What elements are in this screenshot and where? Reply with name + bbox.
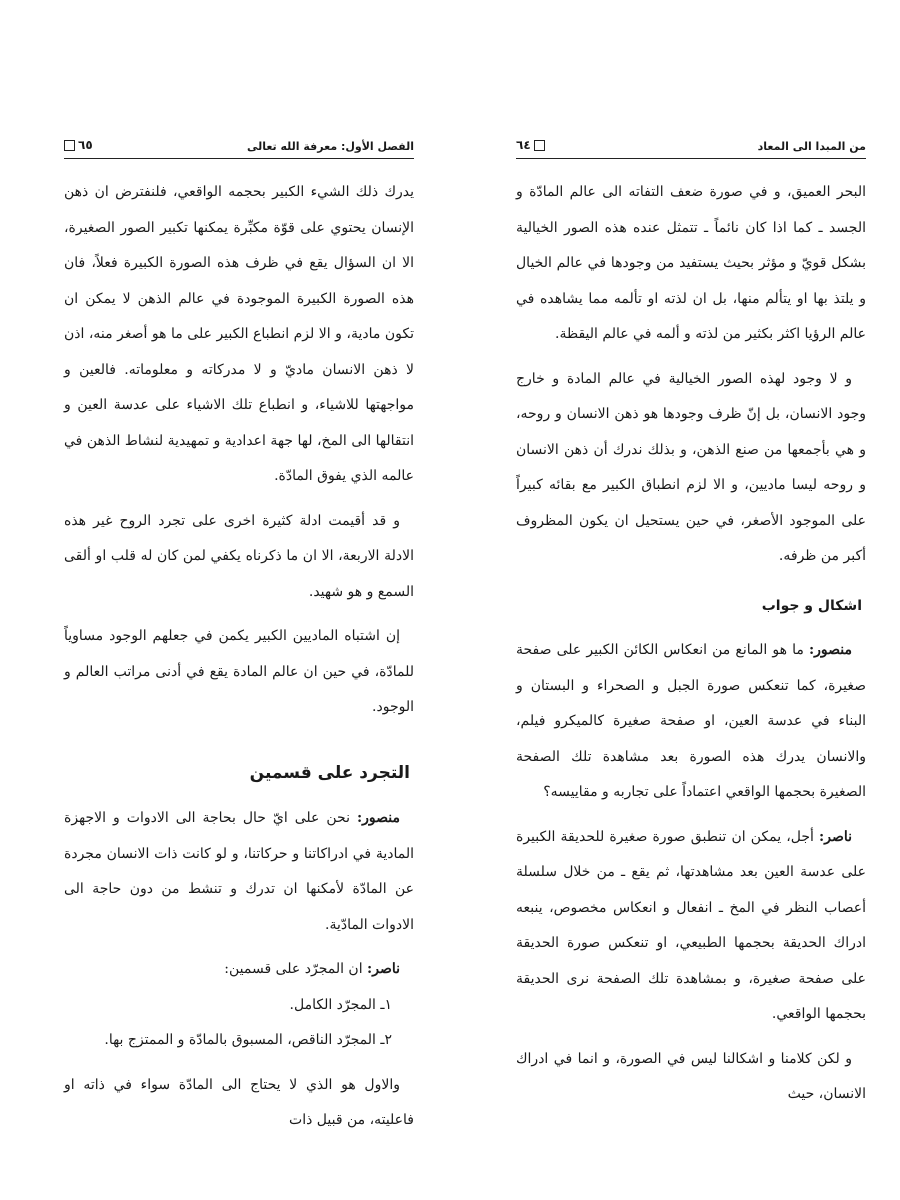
right-header-title: من المبدا الى المعاد [757, 140, 866, 153]
left-page-number [64, 138, 93, 152]
left-page-content [64, 159, 414, 1139]
paragraph: البحر العميق، و في صورة ضعف التفاته الى عالم المادّة و الجسد ـ كما اذا كان نائماً ـ تتمثل عنده هذه الصور الخيالية بشكل قويّ و مؤثر بحيث يستفيد من وجودها في عالم الخيال و يلتذ بها او يتألم منها، بل ان لذته او تألمه مما يشاهده في عالم الرؤيا اكثر بكثير من لذته و ألمه في عالم اليقظة. [516, 184, 866, 342]
page-marker-square-icon [534, 140, 545, 151]
left-page-header [64, 136, 414, 159]
dialogue-question [64, 801, 414, 943]
paragraph: والاول هو الذي لا يحتاج الى المادّة سواء في ذاته او فاعليته، من قبيل ذات [64, 1076, 414, 1128]
dialogue-answer [64, 952, 414, 988]
right-page [516, 136, 866, 1113]
left-header-title: الفصل الأول: معرفة الله تعالى [246, 140, 414, 153]
paragraph: إن اشتباه الماديين الكبير يكمن في جعلهم الوجود مساوياً للمادّة، في حين ان عالم المادة يقع في أدنى مراتب العالم و الوجود. [64, 628, 414, 715]
dialogue-text: نحن على ايّ حال بحاجة الى الادوات و الاجهزة المادية في ادراكاتنا و حركاتنا، و لو كانت ذات الانسان مجردة عن المادّة لأمكنها ان تدرك و تنشط من دون حاجة الى الادوات المادّية. [64, 810, 414, 933]
speaker-name: منصور: [808, 642, 852, 658]
dialogue-answer [516, 820, 866, 1033]
dialogue-text: ان المجرّد على قسمين: [224, 961, 368, 977]
list-item: ٢ـ المجرّد الناقص، المسبوق بالمادّة و الممتزج بها. [104, 1032, 392, 1048]
dialogue-text: أجل، يمكن ان تنطبق صورة صغيرة للحديقة الكبيرة على عدسة العين بعد مشاهدتها، ثم يقع ـ من خلال سلسلة أعصاب النظر في المخ ـ انفعال و انعكاس مخصوص، ينبعه ادراك الحديقة بحجمها الطبيعي، او تنعكس صورة الحديقة على صفحة صغيرة، و بمشاهدة تلك الصفحة نرى الحديقة بحجمها الواقعي. [516, 828, 866, 1022]
right-page-number-text: ٦٤ [516, 138, 531, 152]
section-title: اشكال و جواب [761, 597, 862, 614]
speaker-name: ناصر: [367, 961, 400, 977]
right-page-content [516, 159, 866, 1113]
left-page [64, 136, 414, 1139]
list-item: ١ـ المجرّد الكامل. [289, 996, 392, 1013]
paragraph: يدرك ذلك الشيء الكبير بحجمه الواقعي، فلنفترض ان ذهن الإنسان يحتوي على قوّة مكبِّرة يمكنها تكبير الصور الصغيرة، الا ان السؤال يقع في ظرف هذه الصورة الكبيرة فعلاً، فان هذه الصورة الكبيرة الموجودة في عالم الذهن لا يمكن ان تكون مادية، و الا لزم انطباع الكبير على ما هو أصغر منه، اذن لا ذهن الانسان ماديّ و لا مدركاته و معلوماته. فالعين و مواجهتها للاشياء، و انطباع تلك الاشياء على عدسة العين و انتقالها الى المخ، لها جهة اعدادية و تمهيدية لنشاط الذهن في عالمه الذي يفوق المادّة. [64, 184, 414, 484]
page-marker-square-icon [64, 140, 75, 151]
paragraph: و قد أقيمت ادلة كثيرة اخرى على تجرد الروح غير هذه الادلة الاربعة، الا ان ما ذكرناه يكفي لمن كان له قلب او ألقى السمع و هو شهيد. [64, 512, 414, 600]
paragraph: و لا وجود لهذه الصور الخيالية في عالم المادة و خارج وجود الانسان، بل إنّ ظرف وجودها هو ذهن الانسان و روحه، و هي بأجمعها من صنع الذهن، و بذلك ندرك أن ذهن الانسان و روحه ليسا ماديين، و الا لزم انطباق الكبير مع بقائه كبيراً على الموجود الأصغر، في حين يستحيل ان يكون المظروف أكبر من ظرفه. [516, 370, 866, 564]
left-page-number-text: ٦٥ [78, 138, 93, 152]
section-title: التجرد على قسمين [249, 762, 410, 783]
speaker-name: منصور: [356, 810, 400, 826]
dialogue-text: ما هو المانع من انعكاس الكائن الكبير على صفحة صغيرة، كما تنعكس صورة الجبل و الصحراء و البستان و البناء في عدسة العين، او صفحة صغيرة كالميكرو فيلم، والانسان يدرك هذه الصورة بعد مشاهدة تلك الصفحة الصغيرة بحجمها الواقعي اعتماداً على تجاربه و مقاييسه؟ [516, 642, 866, 800]
speaker-name: ناصر: [819, 828, 852, 845]
dialogue-question [516, 633, 866, 811]
right-page-number [516, 138, 545, 152]
paragraph: و لكن كلامنا و اشكالنا ليس في الصورة، و انما في ادراك الانسان، حيث [516, 1050, 866, 1102]
right-page-header [516, 136, 866, 159]
